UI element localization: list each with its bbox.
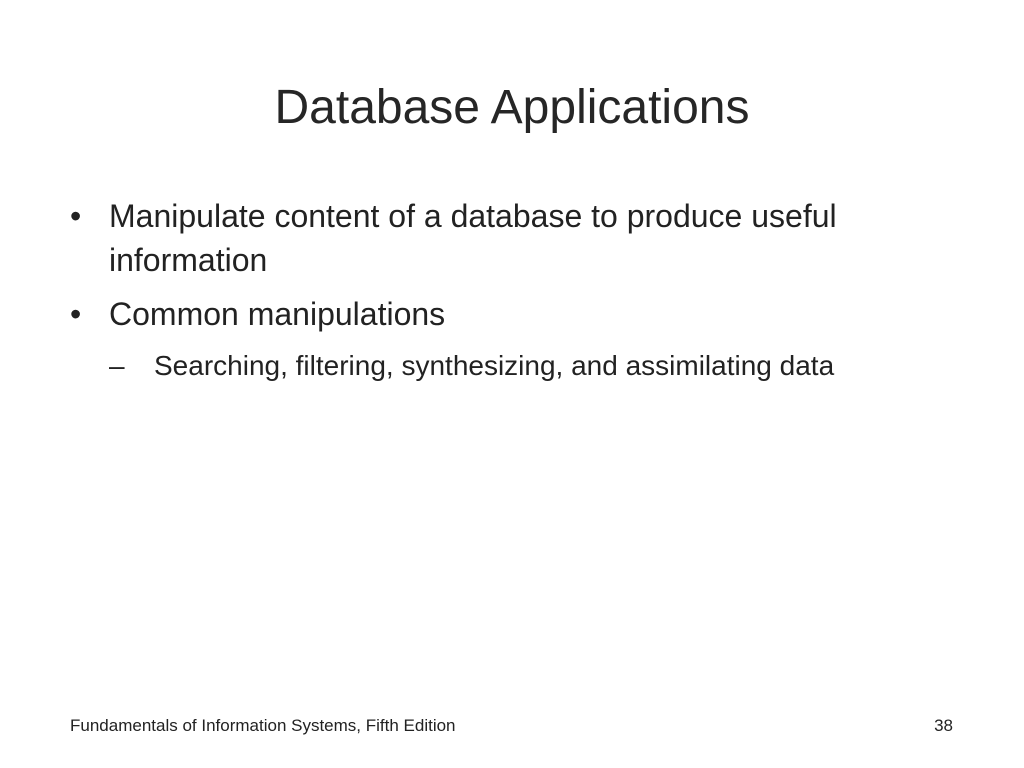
bullet-marker: • <box>70 296 82 332</box>
bullet-text: Common manipulations <box>109 296 446 332</box>
bullet-item <box>70 292 970 336</box>
footer-title: Fundamentals of Information Systems, Fifth Edition <box>70 716 456 735</box>
sub-bullet-marker: – <box>109 350 125 381</box>
sub-bullet-item <box>109 346 914 386</box>
slide-content <box>70 194 970 386</box>
bullet-item <box>70 194 970 282</box>
bullet-text: Manipulate content of a database to produce useful information <box>109 198 837 278</box>
bullet-marker: • <box>70 198 82 234</box>
sub-bullet-text: Searching, filtering, synthesizing, and assimilating data <box>154 350 835 381</box>
slide-title: Database Applications <box>274 81 750 134</box>
sub-bullet-list <box>109 346 970 386</box>
page-number: 38 <box>934 716 953 735</box>
